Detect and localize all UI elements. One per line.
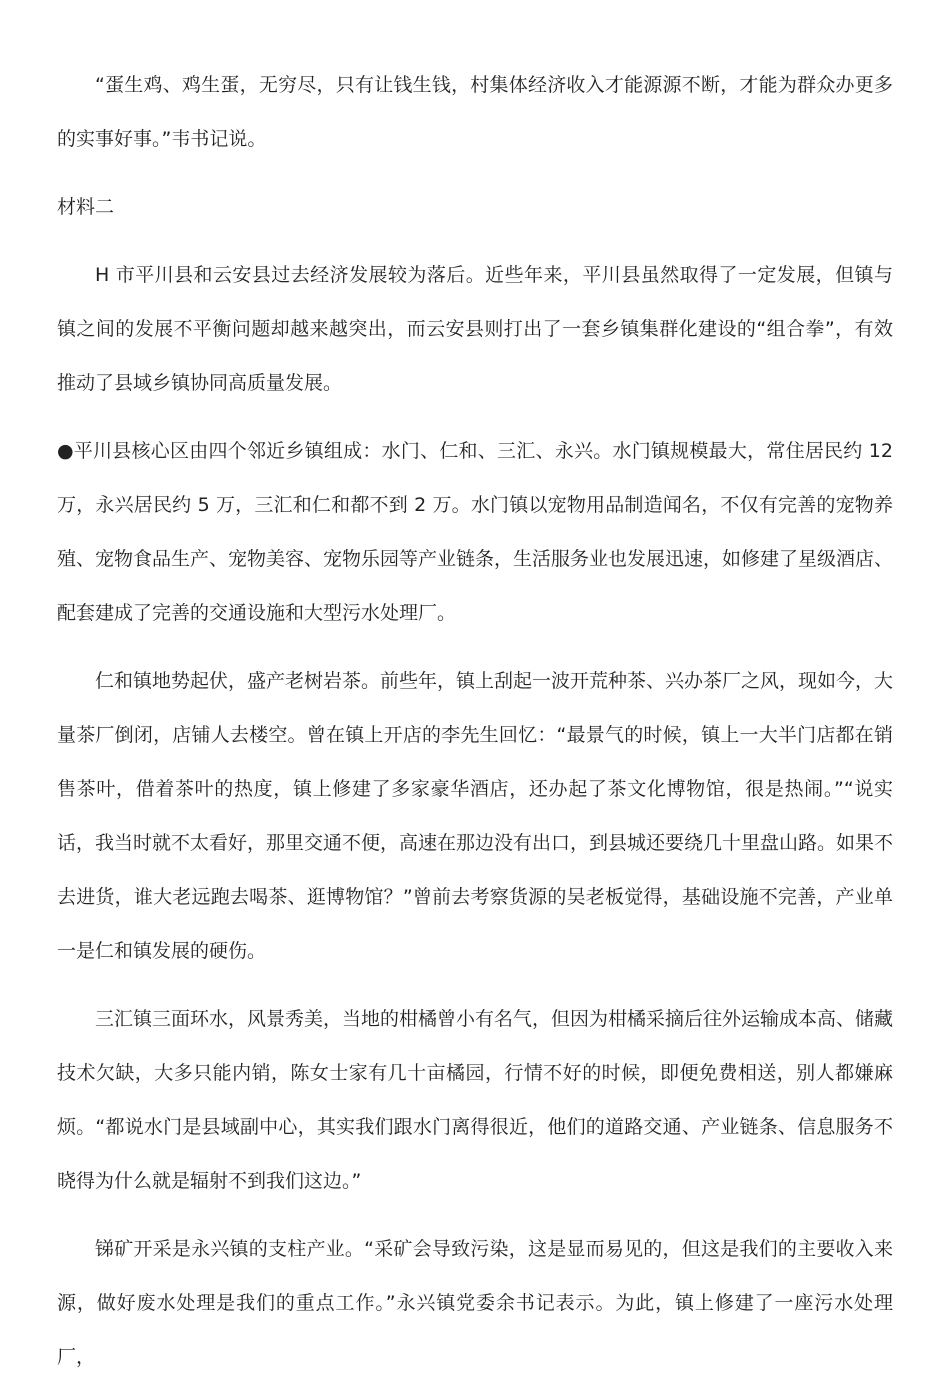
- paragraph-yongxing: 锑矿开采是永兴镇的支柱产业。“采矿会导致污染，这是显而易见的，但这是我们的主要收入来源，做好废水处理是我们的重点工作。”永兴镇党委余书记表示。为此，镇上修建了一座污水处理厂，: [57, 1238, 893, 1368]
- paragraph-renhe: 仁和镇地势起伏，盛产老树岩茶。前些年，镇上刮起一波开荒种茶、兴办茶厂之风，现如今，大量茶厂倒闭，店铺人去楼空。曾在镇上开店的李先生回忆：“最景气的时候，镇上一大半门店都在销售茶叶，借着茶叶的热度，镇上修建了多家豪华酒店，还办起了茶文化博物馆，很是热闹。”“说实话，我当时就不太看好，那里交通不便，高速在那边没有出口，到县城还要绕几十里盘山路。如果不去进货，谁大老远跑去喝茶、逛博物馆？”曾前去考察货源的吴老板觉得，基础设施不完善，产业单一是仁和镇发展的硬伤。: [57, 670, 894, 962]
- section-heading-material-two: 材料二: [57, 196, 115, 218]
- paragraph-pingchuan-core: ●平川县核心区由四个邻近乡镇组成：水门、仁和、三汇、永兴。水门镇规模最大，常住居民约 12 万，永兴居民约 5 万，三汇和仁和都不到 2 万。水门镇以宠物用品制造闻名，不仅有完善的宠物养殖、宠物食品生产、宠物美容、宠物乐园等产业链条，生活服务业也发展迅速，如修建了星级酒店、配套建成了完善的交通设施和大型污水处理厂。: [57, 440, 894, 624]
- paragraph-sanhui: 三汇镇三面环水，风景秀美，当地的柑橘曾小有名气，但因为柑橘采摘后往外运输成本高、储藏技术欠缺，大多只能内销，陈女士家有几十亩橘园，行情不好的时候，即便免费相送，别人都嫌麻烦。“都说水门是县域副中心，其实我们跟水门离得很近，他们的道路交通、产业链条、信息服务不晓得为什么就是辐射不到我们这边。”: [57, 1008, 894, 1192]
- paragraph-quote-secretary: “蛋生鸡、鸡生蛋，无穷尽，只有让钱生钱，村集体经济收入才能源源不断，才能为群众办更多的实事好事。”韦书记说。: [57, 74, 893, 150]
- document-page: [57, 58, 893, 1384]
- paragraph-intro: H 市平川县和云安县过去经济发展较为落后。近些年来，平川县虽然取得了一定发展，但镇与镇之间的发展不平衡问题却越来越突出，而云安县则打出了一套乡镇集群化建设的“组合拳”，有效推动了县域乡镇协同高质量发展。: [57, 264, 893, 394]
